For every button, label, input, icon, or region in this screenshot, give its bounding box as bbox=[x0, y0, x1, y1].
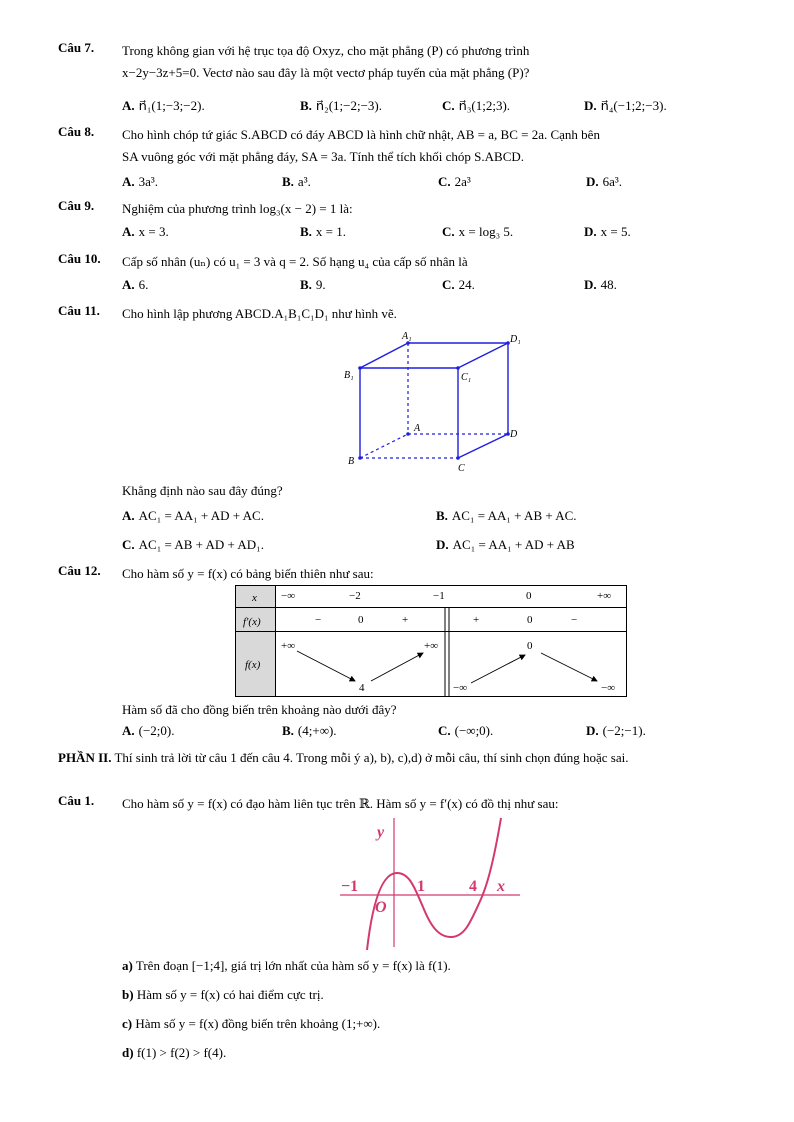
label-c1: C₁ bbox=[461, 372, 472, 383]
f-value: −∞ bbox=[453, 682, 468, 694]
option-c[interactable]: C. 24. bbox=[442, 277, 475, 292]
options-row bbox=[122, 537, 754, 553]
option-b[interactable]: B. a³. bbox=[282, 174, 311, 189]
f-value: 4 bbox=[359, 682, 365, 694]
option-d[interactable]: D. 48. bbox=[584, 277, 617, 292]
question-text bbox=[122, 563, 754, 585]
question-line: x−2y−3z+5=0. Vectơ nào sau đây là một vectơ pháp tuyến của mặt phẳng (P)? bbox=[122, 65, 530, 80]
option-d[interactable]: D. AC₁ = AA₁ + AD + AB bbox=[436, 537, 575, 552]
derivative-graph bbox=[335, 815, 525, 950]
x-value: 0 bbox=[526, 590, 532, 602]
arrow-down bbox=[541, 653, 597, 681]
question-line: Cấp số nhân (uₙ) có u₁ = 3 và q = 2. Số hạng u₄ của cấp số nhân là bbox=[122, 254, 468, 269]
question-number: Câu 8. bbox=[58, 124, 95, 139]
option-d[interactable]: D. n⃗₄(−1;2;−3). bbox=[584, 98, 667, 113]
fprime-curve bbox=[367, 818, 501, 950]
question-number: Câu 9. bbox=[58, 198, 95, 213]
question-10 bbox=[58, 251, 754, 299]
label-a: A bbox=[414, 423, 421, 434]
option-c[interactable]: C. (−∞;0). bbox=[438, 723, 494, 738]
question-12 bbox=[58, 563, 754, 583]
tick-1: 1 bbox=[417, 878, 425, 895]
option-c[interactable]: C. n⃗₃(1;2;3). bbox=[442, 98, 511, 113]
row-label-fprime: f'(x) bbox=[243, 616, 261, 628]
question-text bbox=[122, 198, 754, 220]
row-label-x: x bbox=[252, 592, 257, 604]
arrow-up bbox=[371, 653, 423, 681]
fprime-sign: − bbox=[571, 614, 578, 626]
option-d[interactable]: D. 6a³. bbox=[586, 174, 623, 189]
question-number: Câu 7. bbox=[58, 40, 95, 55]
tick-4: 4 bbox=[469, 878, 477, 895]
question-line: Cho hàm số y = f(x) có đạo hàm liên tục trên ℝ. Hàm số y = f′(x) có đồ thị như sau: bbox=[122, 796, 559, 811]
question-text bbox=[122, 40, 754, 84]
options-row bbox=[122, 723, 754, 739]
option-a[interactable]: A. n⃗₁(1;−3;−2). bbox=[122, 98, 205, 113]
arrow-up bbox=[471, 655, 525, 683]
f-value: −∞ bbox=[601, 682, 616, 694]
option-c[interactable]: C. AC₁ = AB + AD + AD₁. bbox=[122, 537, 264, 552]
part-title: PHẦN II. bbox=[58, 750, 112, 765]
question-line: Cho hàm số y = f(x) có bảng biến thiên như sau: bbox=[122, 566, 374, 581]
question-text bbox=[122, 303, 754, 325]
question-8 bbox=[58, 124, 754, 194]
part-text: Thí sinh trả lời từ câu 1 đến câu 4. Trong mỗi ý a), b), c),d) ở mỗi câu, thí sinh chọn đúng hoặc sai. bbox=[114, 750, 629, 765]
label-d1: D₁ bbox=[510, 334, 521, 345]
part2-question-1 bbox=[58, 793, 754, 815]
f-value: +∞ bbox=[281, 640, 296, 652]
question-9 bbox=[58, 198, 754, 246]
label-b: B bbox=[348, 456, 355, 467]
options-row bbox=[122, 277, 754, 293]
label-b1: B₁ bbox=[344, 370, 354, 381]
question-line: Hàm số đã cho đồng biến trên khoảng nào dưới đây? bbox=[122, 702, 397, 717]
f-value: 0 bbox=[527, 640, 533, 652]
label-c: C bbox=[458, 463, 465, 474]
x-value: −1 bbox=[433, 590, 445, 602]
question-7 bbox=[58, 40, 754, 120]
fprime-sign: 0 bbox=[527, 614, 533, 626]
row-label-f: f(x) bbox=[245, 659, 261, 671]
statement-d[interactable]: d) f(1) > f(2) > f(4). bbox=[122, 1045, 227, 1060]
statement-c[interactable]: c) Hàm số y = f(x) đồng biến trên khoảng (1;+∞). bbox=[122, 1016, 381, 1031]
question-text bbox=[122, 251, 754, 273]
option-d[interactable]: D. (−2;−1). bbox=[586, 723, 646, 738]
x-value: −2 bbox=[349, 590, 361, 602]
cube-figure bbox=[340, 330, 530, 475]
option-a[interactable]: A. AC₁ = AA₁ + AD + AC. bbox=[122, 508, 264, 523]
question-number: Câu 10. bbox=[58, 251, 101, 266]
part-2-instructions bbox=[58, 748, 754, 768]
x-value: +∞ bbox=[597, 590, 612, 602]
f-value: +∞ bbox=[424, 640, 439, 652]
edge-ba bbox=[360, 434, 408, 458]
edge-a1b1 bbox=[360, 343, 408, 368]
question-text bbox=[122, 793, 754, 815]
edge-c1d1 bbox=[458, 343, 508, 368]
fprime-sign: + bbox=[402, 614, 409, 626]
x-value: −∞ bbox=[281, 590, 296, 602]
option-b[interactable]: B. 9. bbox=[300, 277, 326, 292]
question-line: Cho hình lập phương ABCD.A₁B₁C₁D₁ như hình vẽ. bbox=[122, 306, 397, 321]
question-line: Khẳng định nào sau đây đúng? bbox=[122, 483, 283, 498]
question-line: Cho hình chóp tứ giác S.ABCD có đáy ABCD là hình chữ nhật, AB = a, BC = 2a. Cạnh bên bbox=[122, 127, 600, 142]
option-c[interactable]: C. 2a³ bbox=[438, 174, 471, 189]
edge-cd bbox=[458, 434, 508, 458]
statement-b[interactable]: b) Hàm số y = f(x) có hai điểm cực trị. bbox=[122, 987, 324, 1002]
label-d: D bbox=[510, 429, 518, 440]
fprime-sign: − bbox=[315, 614, 322, 626]
question-number: Câu 1. bbox=[58, 793, 95, 808]
option-b[interactable]: B. (4;+∞). bbox=[282, 723, 337, 738]
option-b[interactable]: B. n⃗₂(1;−2;−3). bbox=[300, 98, 382, 113]
question-text bbox=[122, 124, 754, 168]
option-a[interactable]: A. 3a³. bbox=[122, 174, 159, 189]
label-a1: A₁ bbox=[402, 331, 412, 342]
origin-label: O bbox=[375, 899, 387, 916]
fprime-sign: + bbox=[473, 614, 480, 626]
option-b[interactable]: B. x = 1. bbox=[300, 224, 347, 239]
question-line: SA vuông góc với mặt phẳng đáy, SA = 3a. Tính thể tích khối chóp S.ABCD. bbox=[122, 149, 525, 164]
question-line: Trong không gian với hệ trục tọa độ Oxyz, cho mặt phẳng (P) có phương trình bbox=[122, 43, 530, 58]
question-number: Câu 12. bbox=[58, 563, 101, 578]
question-line: Nghiệm của phương trình log₃(x − 2) = 1 là: bbox=[122, 201, 353, 216]
question-number: Câu 11. bbox=[58, 303, 100, 318]
x-axis-label: x bbox=[497, 878, 505, 895]
options-row bbox=[122, 508, 754, 524]
option-a[interactable]: A. (−2;0). bbox=[122, 723, 175, 738]
option-a[interactable]: A. x = 3. bbox=[122, 224, 169, 239]
statement-a[interactable]: a) Trên đoạn [−1;4], giá trị lớn nhất của hàm số y = f(x) là f(1). bbox=[122, 958, 451, 973]
options-row bbox=[122, 224, 754, 240]
y-axis-label: y bbox=[377, 824, 385, 841]
option-a[interactable]: A. 6. bbox=[122, 277, 149, 292]
arrow-down bbox=[297, 651, 355, 681]
fprime-sign: 0 bbox=[358, 614, 364, 626]
option-c[interactable]: C. x = log₃ 5. bbox=[442, 224, 514, 239]
option-b[interactable]: B. AC₁ = AA₁ + AB + AC. bbox=[436, 508, 577, 523]
option-d[interactable]: D. x = 5. bbox=[584, 224, 631, 239]
options-row bbox=[122, 174, 754, 190]
tick-minus-1: −1 bbox=[341, 878, 359, 895]
options-row bbox=[122, 98, 754, 114]
variation-table bbox=[235, 585, 627, 697]
